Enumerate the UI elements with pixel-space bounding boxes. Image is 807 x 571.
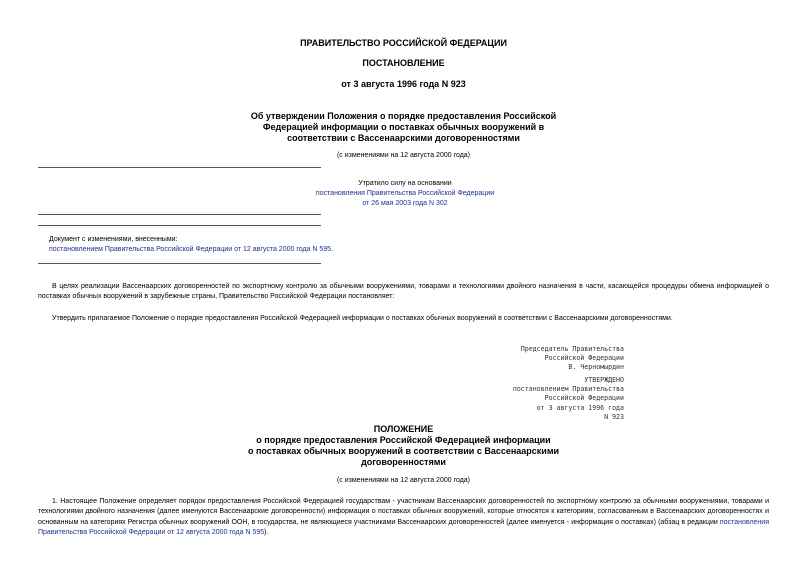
divider bbox=[38, 225, 321, 226]
item-1-link[interactable]: постановления Правительства Российской Федерации от 12 августа 2000 года N 595 bbox=[38, 518, 769, 537]
title-line: Об утверждении Положения о порядке предоставления Российской bbox=[250, 111, 557, 121]
amendment-link[interactable]: постановлением Правительства Российской Федерации от 12 августа 2000 года N 595 bbox=[49, 246, 332, 253]
signature-block bbox=[521, 345, 624, 373]
regulation-item-1 bbox=[38, 497, 769, 539]
amendment-doc-ref bbox=[49, 245, 369, 255]
item-1-text: 1. Настоящее Положение определяет порядок предоставления Российской Федерацией государствам - участникам Вассенаарских договоренностей по экспортному контролю за обычными вооружениями, товарами и технологиями двойного назначения (далее именуются Вассенаарские договоренности) информации о поставках обычных вооружений, которые относятся к категориям, согласованным в Вассенаарских договоренностях и основанным на категориях Регистра обычных вооружений ООН, в государства, не являющиеся участниками Вассенаарских договоренностей (далее именуется - информация о поставках) (абзац в редакции bbox=[38, 498, 769, 526]
divider bbox=[38, 167, 321, 168]
approved-line: постановлением Правительства bbox=[512, 385, 624, 394]
repeal-link[interactable]: постановления Правительства Российской Федерации bbox=[315, 190, 495, 197]
repeal-link-date[interactable]: от 26 мая 2003 года N 302 bbox=[362, 200, 448, 207]
date-number: от 3 августа 1996 года N 923 bbox=[341, 79, 466, 89]
regulation-amendments-note: (с изменениями на 12 августа 2000 года) bbox=[336, 477, 471, 484]
repeal-line: Утратило силу на основании bbox=[358, 180, 452, 187]
divider bbox=[38, 214, 321, 215]
title-line: Федерацией информации о поставках обычных вооружений в bbox=[262, 122, 545, 132]
signature-line: Российской Федерации bbox=[544, 354, 624, 363]
amendment-tail: . bbox=[331, 246, 334, 253]
regulation-title-line: договоренностями bbox=[361, 457, 446, 467]
signature-line: Председатель Правительства bbox=[520, 345, 624, 353]
item-1-tail: ). bbox=[264, 529, 269, 537]
repeal-note bbox=[270, 179, 540, 209]
signature-line: В. Черномырдин bbox=[568, 363, 624, 372]
regulation-title-line: ПОЛОЖЕНИЕ bbox=[373, 424, 434, 434]
decree-paragraph: Утвердить прилагаемое Положение о порядке предоставления Российской Федерацией информации о поставках обычных вооружений в соответствии с Вассенаарскими договоренностями. bbox=[52, 315, 673, 322]
approved-line: от 3 августа 1996 года bbox=[536, 403, 624, 412]
government-heading: ПРАВИТЕЛЬСТВО РОССИЙСКОЙ ФЕДЕРАЦИИ bbox=[300, 38, 507, 48]
regulation-title-line: о порядке предоставления Российской Федерацией информации bbox=[256, 435, 551, 445]
amendment-doc-label: Документ с изменениями, внесенными: bbox=[49, 236, 178, 243]
approved-line: УТВЕРЖДЕНО bbox=[584, 376, 624, 384]
regulation-title-line: о поставках обычных вооружений в соответствии с Вассенаарскими bbox=[247, 446, 560, 456]
regulation-title bbox=[0, 424, 807, 468]
amendment-doc bbox=[49, 235, 369, 255]
approved-line: N 923 bbox=[604, 412, 624, 421]
document-title bbox=[0, 111, 807, 144]
title-line: соответствии с Вассенаарскими договоренностями bbox=[287, 133, 520, 143]
preamble-paragraph: В целях реализации Вассенаарских договоренностей по экспортному контролю за обычными вооружениями, товарами и технологиями двойного назначения в части, касающейся процедуры обмена информацией о поставках обычных вооружений в зарубежные страны, Правительство Российской Федерации постановляет: bbox=[38, 283, 769, 301]
amendments-note: (с изменениями на 12 августа 2000 года) bbox=[336, 152, 471, 159]
approved-block bbox=[513, 376, 624, 422]
divider bbox=[38, 263, 321, 264]
doc-type-heading: ПОСТАНОВЛЕНИЕ bbox=[362, 58, 445, 68]
approved-line: Российской Федерации bbox=[544, 394, 624, 403]
